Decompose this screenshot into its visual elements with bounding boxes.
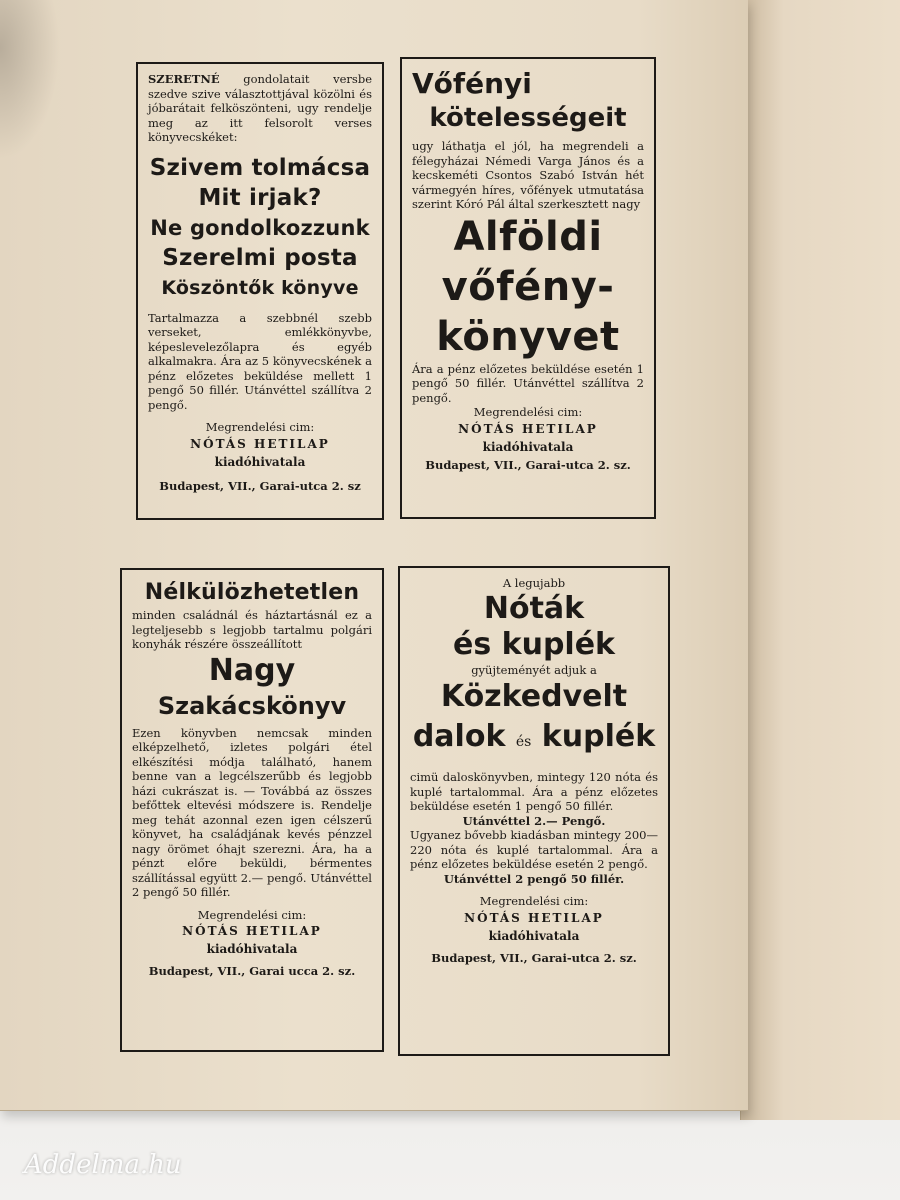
ad2-order-label: Megrendelési cim: (473, 405, 583, 419)
ad2-publisher: NÓTÁS HETILAP (458, 421, 598, 436)
ad4-order-label: Megrendelési cim: (479, 894, 589, 908)
ad1-order-label: Megrendelési cim: (205, 420, 315, 434)
ad3-body: Ezen könyvben nemcsak minden elképzelhető, izletes polgári étel elkészítési módja található, hanem benne van a legcélszerűbb és legjobb házi cukrászat is. — Továbbá az összes befőttek eltevési módszere is. Rendelje meg tehát azonnal ezen igen célszerű könyvet, ha családjának kevés pénzzel nagy örömet óhajt szerezni. Ára, ha a pénzt előre beküldi, bérmentes szállítással együtt 2.— pengő. Utánvéttel 2 pengő 50 fillér. (132, 725, 372, 899)
ad3-address: Budapest, VII., Garai ucca 2. sz. (148, 964, 356, 978)
ad3-title-1: Nagy (208, 652, 296, 688)
ad4-kicker: A legujabb (502, 576, 566, 590)
ad4-title-2a: dalok (412, 719, 506, 754)
ad4-publisher: NÓTÁS HETILAP (464, 910, 604, 925)
ad1-body: Tartalmazza a szebbnél szebb verseket, emlékkönyvbe, képeslevelezőlapra és egyéb alkalmakra. Ára az 5 könyvecskének a pénz előzetes beküldése mellett 1 pengő 50 fillér. Utánvéttel szállítva 2 pengő. (148, 310, 372, 412)
ad2-headline-1: Vőfényi (412, 67, 532, 100)
ad1-publisher: NÓTÁS HETILAP (190, 436, 330, 451)
ad4-address: Budapest, VII., Garai-utca 2. sz. (431, 950, 637, 965)
ad2-headline-2: kötelességeit (429, 103, 627, 133)
ad4-title-1: Közkedvelt (440, 679, 628, 714)
ad2-body: Ára a pénz előzetes beküldése esetén 1 pengő 50 fillér. Utánvéttel szállítva 2 pengő. (412, 361, 644, 405)
ad2-address: Budapest, VII., Garai-utca 2. sz. (425, 457, 631, 472)
ad3-title-2: Szakácskönyv (157, 691, 347, 720)
ad4-title-2b: és (515, 734, 532, 750)
ad-alfoldi-vofeny (400, 57, 656, 519)
ad4-body-1b: Utánvéttel 2.— Pengő. (462, 813, 606, 828)
ad4-body-2b: Utánvéttel 2 pengő 50 fillér. (443, 871, 625, 886)
ad1-title-2: Mit irjak? (198, 184, 322, 211)
facing-page (740, 0, 900, 1120)
ad2-intro: ugy láthatja el jól, ha megrendeli a félegyházai Némedi Varga János és a kecskeméti Csontos Szabó István hét vármegyén híres, vőfények utmutatása szerint Kóró Pál által szerkesztett nagy (412, 139, 644, 211)
ad4-body-1: cimü daloskönyvben, mintegy 120 nóta és kuplé tartalommal. Ára a pénz előzetes beküldése esetén 1 pengő 50 fillér. (410, 770, 658, 813)
page-fold-shadow (0, 0, 60, 160)
ad-notak-kuplek (398, 566, 670, 1056)
ad2-title-3: könyvet (436, 313, 620, 360)
ad4-title-2 (410, 717, 658, 762)
ad1-title-5: Köszöntők könyve (161, 276, 359, 299)
ad2-office: kiadóhivatala (482, 439, 574, 454)
ad3-office: kiadóhivatala (206, 942, 298, 956)
ad-szakacskonyv (120, 568, 384, 1052)
ad2-title-2: vőfény- (441, 263, 615, 310)
ad1-intro-text: gondolatait versbe szedve szive választottjával közölni és jóbarátait felköszönteni, ugy rendelje meg az itt felsorolt verses könyvecskéket: (148, 72, 372, 144)
ad4-intro: gyüjteményét adjuk a (471, 662, 597, 677)
ad1-title-1: Szivem tolmácsa (149, 154, 371, 181)
ad3-publisher: NÓTÁS HETILAP (182, 924, 322, 938)
ad3-intro: minden családnál és háztartásnál ez a legteljesebb s legjobb tartalmu polgári konyhák részére összeállított (132, 608, 372, 651)
ad1-address: Budapest, VII., Garai-utca 2. sz (159, 478, 361, 493)
ad4-headline-2: és kuplék (452, 626, 615, 662)
ad4-headline-1: Nóták (483, 590, 585, 626)
watermark-logo: Addelma.hu (24, 1150, 182, 1180)
ad4-body-2: Ugyanez bővebb kiadásban mintegy 200—220 nóta és kuplé tartalommal. Ára a pénz előzetes beküldése esetén 2 pengő. (410, 828, 658, 871)
ad1-title-4: Szerelmi posta (162, 244, 358, 271)
ad1-intro (148, 72, 372, 145)
ad1-title-3: Ne gondolkozzunk (150, 215, 370, 240)
ad4-office: kiadóhivatala (488, 928, 580, 943)
ad-verse-books (136, 62, 384, 520)
ad3-headline: Nélkülözhetetlen (144, 580, 360, 605)
ad1-intro-lead: SZERETNÉ (148, 72, 220, 86)
ad2-title-1: Alföldi (453, 213, 603, 260)
ad3-order-label: Megrendelési cim: (197, 907, 307, 922)
ad4-title-2c: kuplék (541, 719, 656, 754)
ad1-office: kiadóhivatala (214, 454, 306, 469)
